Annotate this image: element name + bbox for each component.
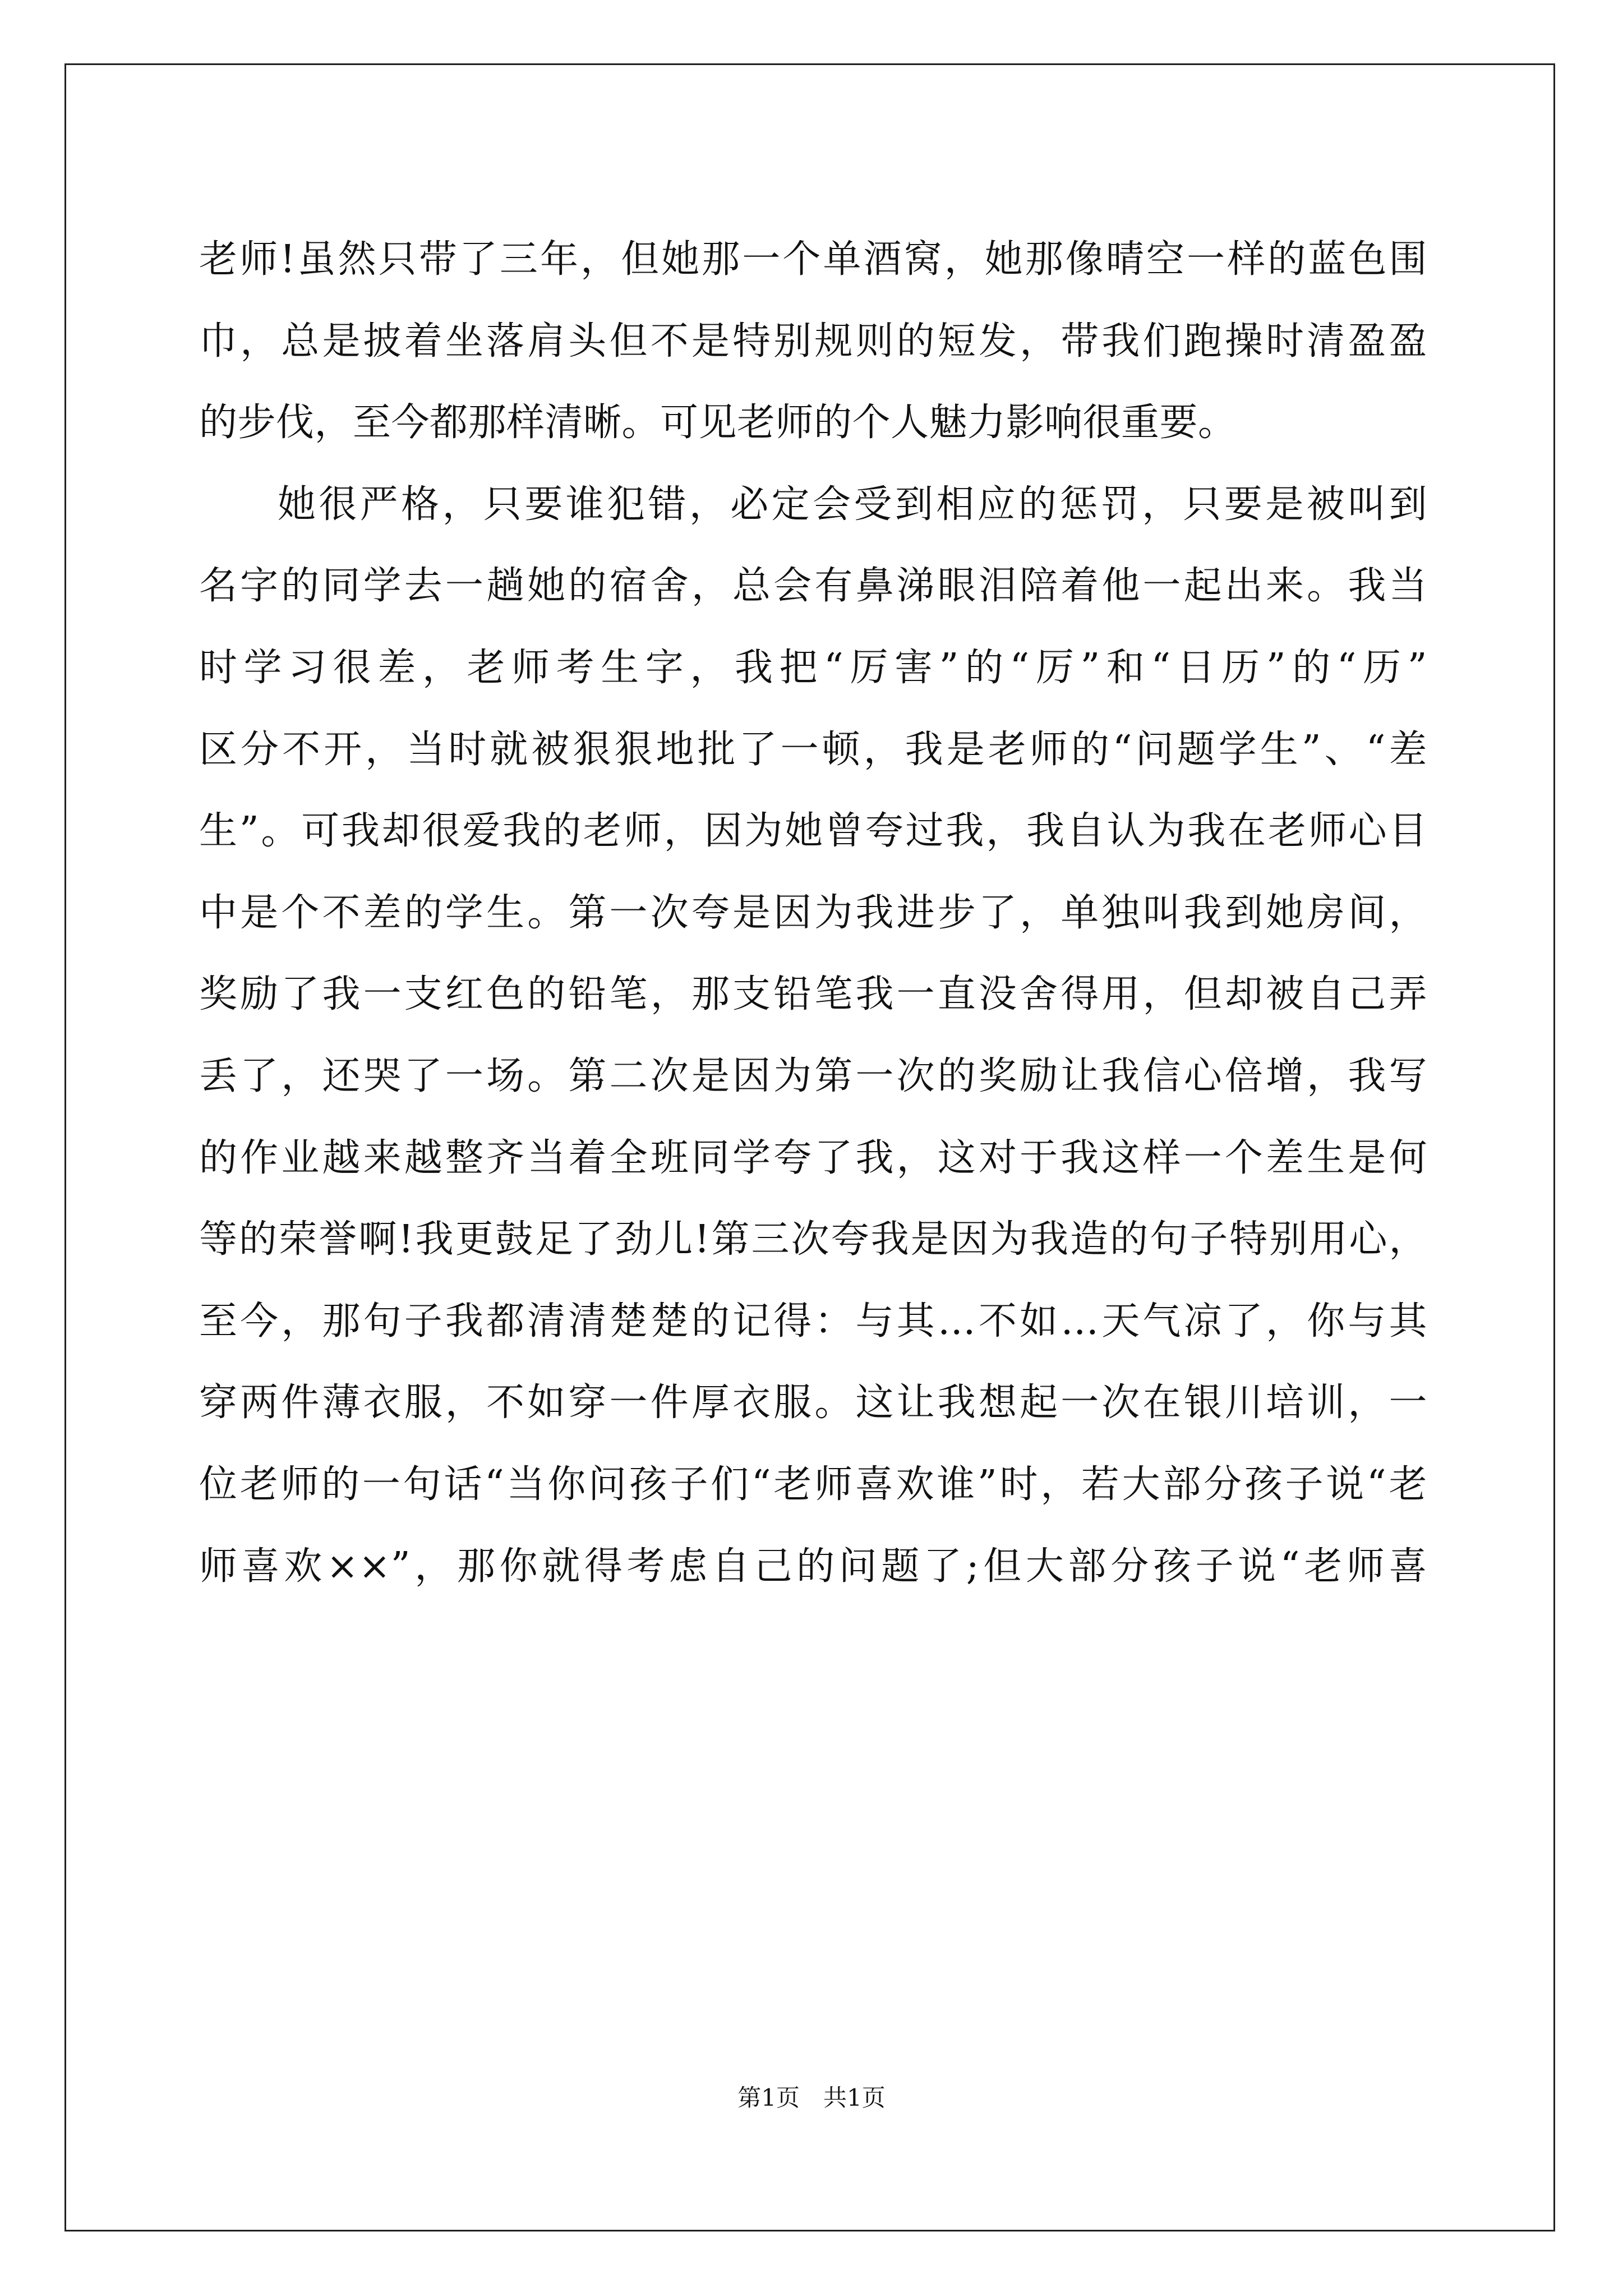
text-line: 名字的同学去一趟她的宿舍，总会有鼻涕眼泪陪着他一起出来。我当 [199,564,1427,609]
text-line: 丢了，还哭了一场。第二次是因为第一次的奖励让我信心倍增，我写 [199,1053,1427,1098]
text-line: 时学习很差，老师考生字，我把“厉害”的“厉”和“日历”的“历” [199,645,1427,690]
text-line: 的作业越来越整齐当着全班同学夸了我，这对于我这样一个差生是何 [199,1135,1427,1180]
text-line: 师喜欢××”，那你就得考虑自己的问题了;但大部分孩子说“老师喜 [199,1544,1427,1589]
text-line: 中是个不差的学生。第一次夸是因为我进步了，单独叫我到她房间， [199,890,1427,935]
text-line: 的步伐，至今都那样清晰。可见老师的个人魅力影响很重要。 [199,401,1237,445]
text-line: 位老师的一句话“当你问孩子们“老师喜欢谁”时，若大部分孩子说“老 [199,1462,1427,1507]
text-line: 至今，那句子我都清清楚楚的记得：与其…不如…天气凉了，你与其 [199,1299,1427,1343]
document-body [199,219,1427,1607]
text-line: 生”。可我却很爱我的老师，因为她曾夸过我，我自认为我在老师心目 [199,809,1427,854]
page-number-footer: 第1页 共1页 [737,2084,886,2111]
text-line: 穿两件薄衣服，不如穿一件厚衣服。这让我想起一次在银川培训，一 [199,1381,1427,1425]
text-line: 等的荣誉啊!我更鼓足了劲儿!第三次夸我是因为我造的句子特别用心， [199,1217,1427,1262]
text-line: 区分不开，当时就被狠狠地批了一顿，我是老师的“问题学生”、“差 [199,727,1427,772]
paragraph-first-line: 她很严格，只要谁犯错，必定会受到相应的惩罚，只要是被叫到 [278,482,1427,527]
text-line: 奖励了我一支红色的铅笔，那支铅笔我一直没舍得用，但却被自己弄 [199,972,1427,1017]
text-line: 老师!虽然只带了三年，但她那一个单酒窝，她那像晴空一样的蓝色围 [199,237,1427,282]
text-line: 巾，总是披着坐落肩头但不是特别规则的短发，带我们跑操时清盈盈 [199,319,1427,364]
